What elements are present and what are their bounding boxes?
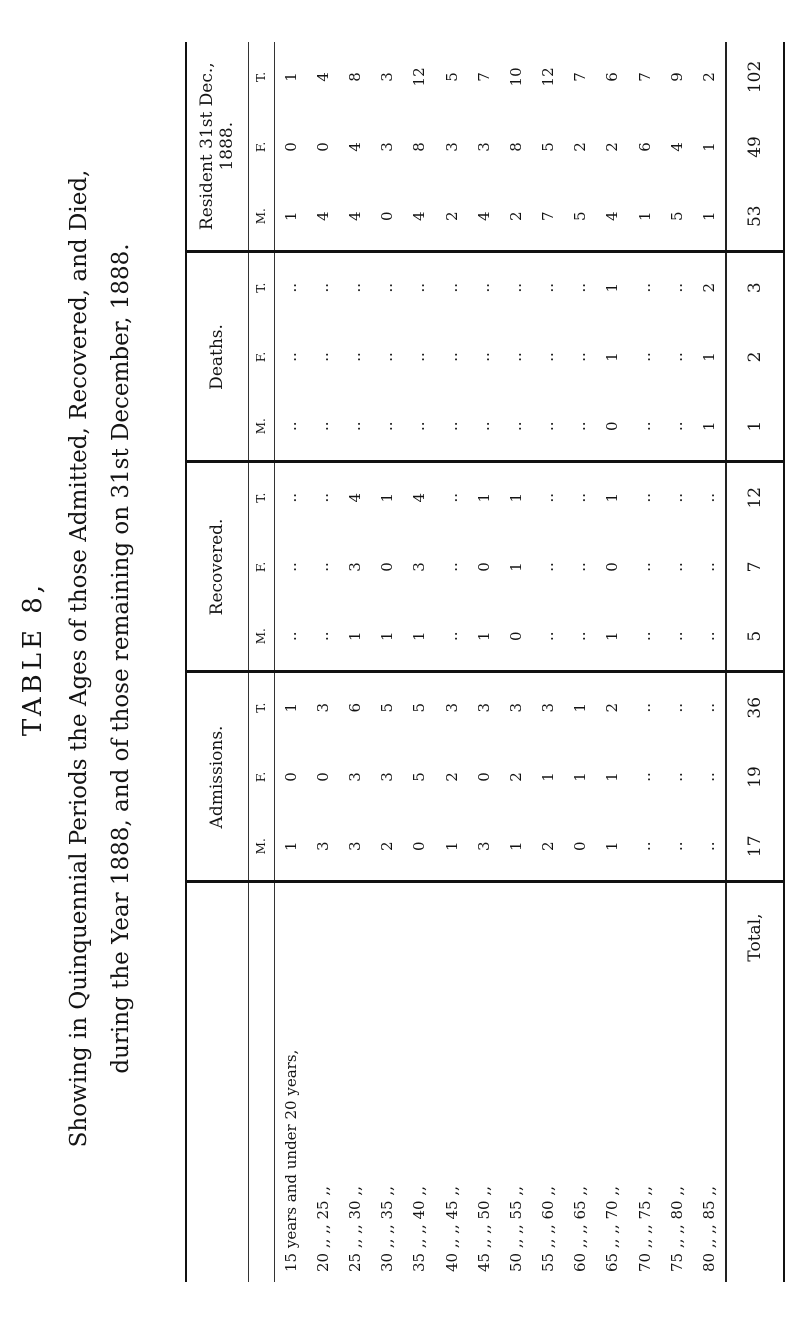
table-cell: 7 — [635, 72, 654, 82]
table-cell: 3 — [345, 772, 364, 782]
table-cell: 0 — [313, 772, 332, 782]
table-cell: 12 — [726, 462, 784, 532]
table-cell: .. — [699, 492, 718, 503]
table-cell: 0 — [564, 812, 596, 882]
table-cell: .. — [628, 392, 660, 462]
table-cell: 0 — [474, 772, 493, 782]
table-cell: 2 — [442, 772, 461, 782]
table-cell: 2 — [500, 182, 532, 252]
table-cell: .. — [699, 562, 718, 572]
table-cell: .. — [442, 352, 461, 362]
table-cell: .. — [378, 352, 397, 362]
table-caption-line2: during the Year 1888, and of those remaining on 31st December, 1888. — [108, 243, 134, 1074]
table-caption-line1: Showing in Quinquennial Periods the Ages of those Admitted, Recovered, and Died, — [66, 169, 92, 1148]
table-cell: 1 — [468, 602, 500, 672]
table-cell: 1 — [699, 142, 718, 152]
total-label: Total, — [726, 882, 784, 1282]
age-range-label: 50 ,, ,, 55 ,, — [506, 1186, 525, 1272]
table-cell: 102 — [726, 42, 784, 112]
table-cell: 1 — [693, 392, 726, 462]
table-cell: .. — [435, 392, 467, 462]
table-row — [468, 42, 500, 1282]
table-cell: 3 — [313, 702, 332, 713]
table-cell: 8 — [345, 72, 364, 82]
table-cell: .. — [571, 352, 590, 362]
table-cell: 1 — [603, 772, 622, 782]
table-cell: .. — [313, 492, 332, 503]
table-cell: 2 — [726, 322, 784, 392]
table-cell: .. — [532, 602, 564, 672]
age-range-label: 75 ,, ,, 80 ,, — [667, 1186, 686, 1272]
group-header: Admissions. — [186, 672, 248, 882]
table-cell: .. — [635, 282, 654, 293]
table-cell: 1 — [539, 772, 558, 782]
table-cell: .. — [693, 812, 726, 882]
age-range-label: 55 ,, ,, 60 ,, — [539, 1186, 558, 1272]
table-cell: 4 — [345, 492, 364, 503]
table-cell: 0 — [281, 772, 300, 782]
table-cell: 3 — [378, 72, 397, 82]
table-cell: .. — [571, 492, 590, 503]
table-cell: .. — [628, 602, 660, 672]
col-header: F. — [254, 141, 268, 153]
table-cell: 6 — [603, 72, 622, 82]
table-cell: 3 — [474, 702, 493, 713]
table-cell: 2 — [506, 772, 525, 782]
table-cell: .. — [339, 392, 371, 462]
table-cell: 0 — [281, 142, 300, 152]
table-cell: 1 — [628, 182, 660, 252]
table-cell: 3 — [506, 702, 525, 713]
group-header: Deaths. — [186, 252, 248, 462]
table-cell: .. — [506, 352, 525, 362]
table-cell: .. — [693, 602, 726, 672]
age-range-label: 30 ,, ,, 35 ,, — [378, 1186, 397, 1272]
col-header: T. — [254, 71, 268, 82]
col-header: M. — [248, 392, 274, 462]
col-header: T. — [254, 702, 268, 713]
table-cell: .. — [468, 392, 500, 462]
table-cell: .. — [435, 602, 467, 672]
total-row — [726, 42, 784, 1282]
table-cell: .. — [274, 392, 307, 462]
table-cell: 3 — [442, 702, 461, 713]
table-cell: 3 — [726, 252, 784, 322]
table-cell: 19 — [726, 742, 784, 812]
table-row — [564, 42, 596, 1282]
table-cell: 1 — [339, 602, 371, 672]
table-cell: 1 — [281, 72, 300, 82]
table-cell: .. — [281, 282, 300, 293]
table-cell: .. — [281, 352, 300, 362]
age-range-label: 35 ,, ,, 40 ,, — [410, 1186, 429, 1272]
table-cell: 4 — [468, 182, 500, 252]
col-header: F. — [254, 351, 268, 363]
table-cell: 0 — [474, 562, 493, 572]
table-cell: 2 — [699, 282, 718, 293]
table-cell: 8 — [506, 142, 525, 152]
age-range-label: 25 ,, ,, 30 ,, — [345, 1186, 364, 1272]
table-cell: 1 — [274, 812, 307, 882]
table-cell: .. — [667, 282, 686, 293]
table-cell: 4 — [307, 182, 339, 252]
table-cell: .. — [539, 562, 558, 572]
table-cell: .. — [378, 282, 397, 293]
table-cell: .. — [442, 562, 461, 572]
table-cell: 1 — [603, 282, 622, 293]
col-header: M. — [248, 602, 274, 672]
row-label-subheader — [248, 882, 274, 1282]
table-cell: .. — [442, 282, 461, 293]
row-label-header — [186, 882, 248, 1282]
table-cell: .. — [635, 562, 654, 572]
table-cell: 4 — [667, 142, 686, 152]
table-cell: 6 — [635, 142, 654, 152]
group-header: Resident 31st Dec., 1888. — [186, 42, 248, 252]
table-cell: 12 — [539, 67, 558, 87]
table-cell: 4 — [410, 492, 429, 503]
table-cell: 53 — [726, 182, 784, 252]
table-cell: .. — [667, 702, 686, 713]
table-cell: .. — [403, 392, 435, 462]
table-cell: 3 — [468, 812, 500, 882]
table-cell: 1 — [500, 812, 532, 882]
table-cell: .. — [500, 392, 532, 462]
table-cell: .. — [667, 772, 686, 782]
table-cell: 4 — [345, 142, 364, 152]
table-cell: .. — [635, 352, 654, 362]
table-cell: .. — [313, 282, 332, 293]
table-cell: 0 — [313, 142, 332, 152]
col-header: T. — [254, 492, 268, 503]
table-cell: .. — [281, 492, 300, 503]
table-cell: .. — [699, 702, 718, 713]
table-cell: 2 — [603, 702, 622, 713]
table-cell: 2 — [532, 812, 564, 882]
table-cell: .. — [474, 282, 493, 293]
table-cell: .. — [635, 772, 654, 782]
table-cell: .. — [628, 812, 660, 882]
table-cell: 3 — [345, 562, 364, 572]
table-cell: 5 — [410, 772, 429, 782]
table-cell: 1 — [506, 562, 525, 572]
table-cell: 1 — [571, 702, 590, 713]
age-range-label: 80 ,, ,, 85 ,, — [699, 1186, 718, 1272]
age-range-label: 60 ,, ,, 65 ,, — [571, 1186, 590, 1272]
table-cell: .. — [313, 562, 332, 572]
age-range-label: 45 ,, ,, 50 ,, — [474, 1186, 493, 1272]
table-cell: 1 — [378, 492, 397, 503]
table-cell: 36 — [726, 672, 784, 742]
table-cell: 4 — [339, 182, 371, 252]
table-row — [339, 42, 371, 1282]
table-cell: 1 — [403, 602, 435, 672]
table-cell: .. — [564, 602, 596, 672]
table-cell: 4 — [596, 182, 628, 252]
table-cell: 7 — [532, 182, 564, 252]
table-cell: .. — [661, 602, 693, 672]
table-cell: 7 — [726, 532, 784, 602]
table-cell: .. — [661, 812, 693, 882]
table-cell: .. — [699, 772, 718, 782]
table-cell: .. — [474, 352, 493, 362]
table-row — [307, 42, 339, 1282]
table-cell: .. — [313, 352, 332, 362]
age-range-label: 15 years and under 20 years, — [281, 1049, 300, 1272]
table-cell: 1 — [603, 492, 622, 503]
table-cell: 0 — [378, 562, 397, 572]
table-cell: 17 — [726, 812, 784, 882]
table-cell: 1 — [596, 602, 628, 672]
age-range-label: 65 ,, ,, 70 ,, — [603, 1186, 622, 1272]
table-cell: .. — [307, 602, 339, 672]
table-cell: 5 — [410, 702, 429, 713]
table-row — [435, 42, 467, 1282]
table-cell: 8 — [410, 142, 429, 152]
table-cell: 5 — [564, 182, 596, 252]
table-cell: 1 — [281, 702, 300, 713]
table-cell: .. — [571, 562, 590, 572]
table-cell: 0 — [403, 812, 435, 882]
col-header: T. — [254, 282, 268, 293]
table-cell: .. — [661, 392, 693, 462]
table-cell: 7 — [474, 72, 493, 82]
table-cell: 3 — [339, 812, 371, 882]
table-cell: 0 — [596, 392, 628, 462]
table-cell: .. — [410, 352, 429, 362]
col-header: M. — [248, 812, 274, 882]
table-cell: 3 — [378, 142, 397, 152]
table-cell: 4 — [313, 72, 332, 82]
table-cell: 5 — [378, 702, 397, 713]
table-cell: .. — [539, 492, 558, 503]
age-range-label: 70 ,, ,, 75 ,, — [635, 1186, 654, 1272]
table-cell: 2 — [603, 142, 622, 152]
table-cell: 3 — [442, 142, 461, 152]
table-row — [628, 42, 660, 1282]
table-row — [274, 42, 307, 1282]
table-cell: 0 — [371, 182, 403, 252]
table-cell: 0 — [603, 562, 622, 572]
table-cell: .. — [532, 392, 564, 462]
col-header: M. — [248, 182, 274, 252]
table-cell: 1 — [274, 182, 307, 252]
table-cell: 1 — [726, 392, 784, 462]
table-body — [274, 42, 784, 1282]
table-cell: 6 — [345, 702, 364, 713]
table-row — [596, 42, 628, 1282]
table-cell: .. — [667, 352, 686, 362]
age-range-label: 20 ,, ,, 25 ,, — [313, 1186, 332, 1272]
table-row — [403, 42, 435, 1282]
table-cell: 1 — [435, 812, 467, 882]
table-cell: 1 — [474, 492, 493, 503]
table-cell: .. — [667, 562, 686, 572]
table-cell: .. — [667, 492, 686, 503]
table-cell: .. — [345, 352, 364, 362]
table-cell: 1 — [571, 772, 590, 782]
table-row — [532, 42, 564, 1282]
table-row — [371, 42, 403, 1282]
table-cell: .. — [281, 562, 300, 572]
table-cell: 12 — [410, 67, 429, 87]
table-cell: 2 — [435, 182, 467, 252]
table-cell: 1 — [693, 182, 726, 252]
col-header: F. — [254, 771, 268, 783]
table-cell: .. — [274, 602, 307, 672]
table-cell: .. — [571, 282, 590, 293]
table-cell: .. — [506, 282, 525, 293]
table-cell: .. — [564, 392, 596, 462]
table-cell: 4 — [403, 182, 435, 252]
table-row — [693, 42, 726, 1282]
table-cell: 49 — [726, 112, 784, 182]
table-cell: .. — [539, 282, 558, 293]
table-cell: 5 — [661, 182, 693, 252]
table-cell: .. — [635, 492, 654, 503]
group-header: Recovered. — [186, 462, 248, 672]
table-cell: 1 — [371, 602, 403, 672]
table-cell: .. — [371, 392, 403, 462]
table-cell: .. — [307, 392, 339, 462]
table-cell: .. — [539, 352, 558, 362]
table-cell: 1 — [603, 352, 622, 362]
ages-table — [185, 42, 785, 1282]
table-cell: 10 — [506, 67, 525, 87]
col-header: F. — [254, 561, 268, 573]
table-cell: 3 — [378, 772, 397, 782]
table-cell: 1 — [596, 812, 628, 882]
table-title: TABLE 8, — [18, 580, 48, 737]
table-cell: 5 — [726, 602, 784, 672]
table-cell: .. — [345, 282, 364, 293]
table-cell: 3 — [410, 562, 429, 572]
table-cell: 3 — [539, 702, 558, 713]
table-cell: 0 — [500, 602, 532, 672]
age-range-label: 40 ,, ,, 45 ,, — [442, 1186, 461, 1272]
table-row — [500, 42, 532, 1282]
table-cell: 5 — [539, 142, 558, 152]
table-cell: 3 — [474, 142, 493, 152]
table-cell: 1 — [699, 352, 718, 362]
table-row — [661, 42, 693, 1282]
table-cell: 2 — [699, 72, 718, 82]
table-cell: 3 — [307, 812, 339, 882]
table-cell: .. — [442, 492, 461, 503]
table-cell: 7 — [571, 72, 590, 82]
table-cell: 2 — [371, 812, 403, 882]
table-cell: 2 — [571, 142, 590, 152]
table-cell: 9 — [667, 72, 686, 82]
table-cell: .. — [410, 282, 429, 293]
table-cell: 5 — [442, 72, 461, 82]
table-cell: .. — [635, 702, 654, 713]
table-cell: 1 — [506, 492, 525, 503]
